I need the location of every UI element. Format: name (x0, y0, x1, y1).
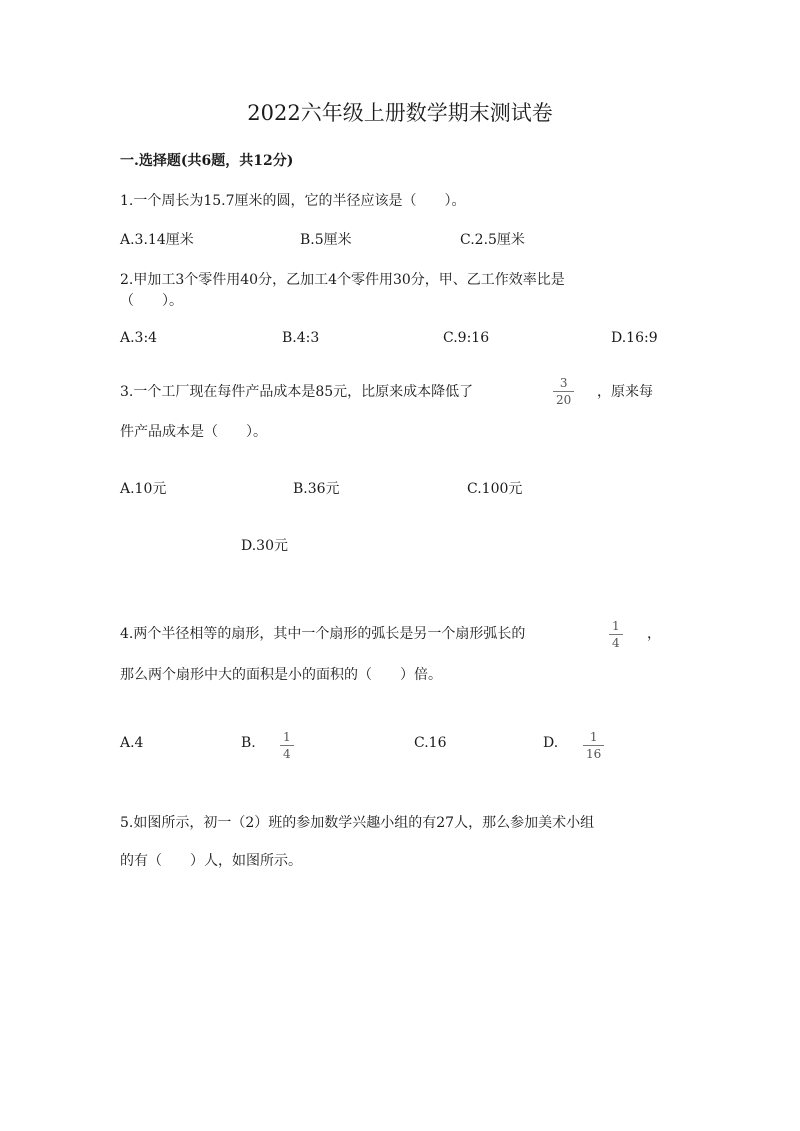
question-5-line1: 5.如图所示，初一（2）班的参加数学兴趣小组的有27人，那么参加美术小组 (120, 815, 595, 831)
q1-option-a[interactable]: A.3.14厘米 (120, 232, 194, 248)
q4b-fraction-denominator: 4 (283, 747, 291, 761)
q4-option-b-label[interactable]: B. (241, 735, 256, 751)
q2-option-b[interactable]: B.4:3 (282, 330, 320, 346)
question-3-line1b: ，原来每 (597, 384, 653, 400)
question-4-line1a: 4.两个半径相等的扇形，其中一个扇形的弧长是另一个扇形弧长的 (120, 626, 526, 642)
q4d-fraction-numerator: 1 (589, 730, 598, 744)
q4d-fraction-denominator: 16 (586, 747, 602, 761)
q4b-fraction-numerator: 1 (283, 730, 291, 744)
q4-option-d-fraction (583, 731, 604, 760)
question-4-line2: 那么两个扇形中大的面积是小的面积的（ ）倍。 (120, 667, 442, 683)
q3-option-d[interactable]: D.30元 (241, 538, 288, 554)
question-2-line2: （ ）。 (120, 293, 183, 309)
q3-option-a[interactable]: A.10元 (120, 481, 167, 497)
q1-option-b[interactable]: B.5厘米 (300, 232, 352, 248)
question-5-line2: 的有（ ）人，如图所示。 (120, 853, 302, 869)
q4-fraction-denominator: 4 (612, 636, 620, 650)
q2-option-a[interactable]: A.3:4 (120, 330, 158, 346)
question-4-line1b: ， (647, 626, 661, 642)
q3-option-c[interactable]: C.100元 (467, 481, 523, 497)
question-3-line2: 件产品成本是（ ）。 (120, 424, 267, 440)
q3-fraction-denominator: 20 (556, 393, 572, 407)
q3-option-b[interactable]: B.36元 (293, 481, 340, 497)
q3-fraction (553, 377, 574, 406)
q3-fraction-numerator: 3 (559, 376, 568, 390)
page-title: 2022六年级上册数学期末测试卷 (247, 101, 553, 125)
question-3-line1a: 3.一个工厂现在每件产品成本是85元，比原来成本降低了 (120, 384, 474, 400)
question-1-text: 1.一个周长为15.7厘米的圆，它的半径应该是（ ）。 (120, 193, 466, 209)
q4-option-d-label[interactable]: D. (543, 735, 559, 751)
q2-option-c[interactable]: C.9:16 (443, 330, 490, 346)
q4-option-a[interactable]: A.4 (120, 735, 144, 751)
section-heading: 一.选择题(共6题，共12分) (120, 153, 294, 169)
q4-fraction (609, 620, 623, 649)
q4-fraction-numerator: 1 (612, 619, 620, 633)
q4-option-b-fraction (280, 731, 294, 760)
question-2-line1: 2.甲加工3个零件用40分，乙加工4个零件用30分，甲、乙工作效率比是 (120, 272, 565, 288)
q4-option-c[interactable]: C.16 (414, 735, 447, 751)
q1-option-c[interactable]: C.2.5厘米 (460, 232, 525, 248)
q2-option-d[interactable]: D.16:9 (611, 330, 658, 346)
